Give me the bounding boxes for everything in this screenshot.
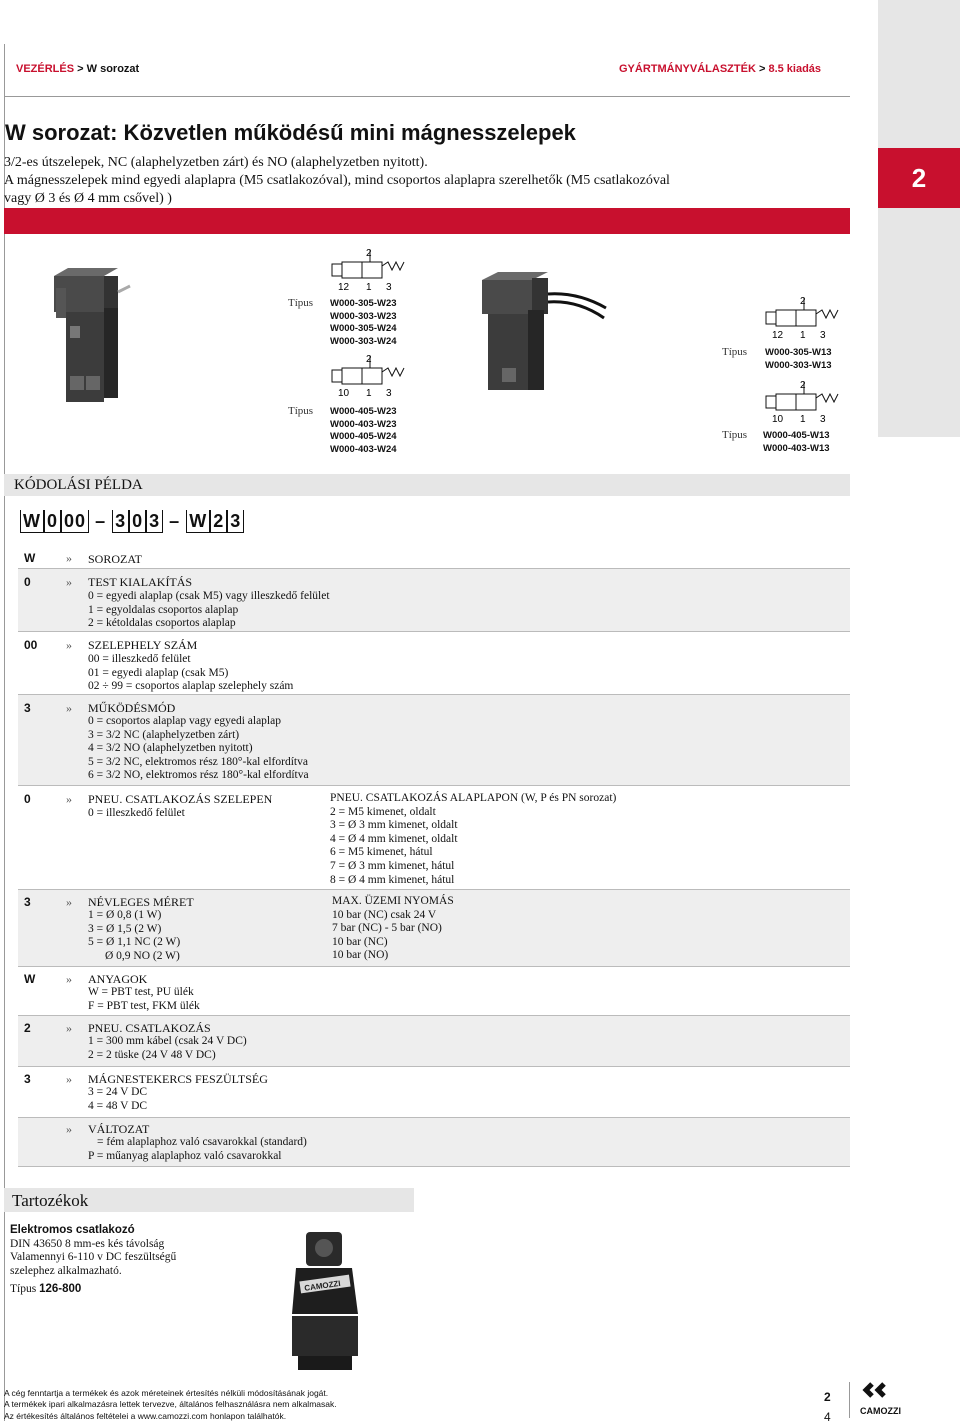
accessory-line: DIN 43650 8 mm-es kés távolság (10, 1237, 165, 1250)
option-line: 3 = 3/2 NC (alaphelyzetben zárt) (88, 728, 240, 741)
accent-bar (4, 208, 850, 234)
accessory-name: Elektromos csatlakozó (10, 1224, 135, 1236)
header-rule (4, 96, 850, 97)
edition-label: 8.5 kiadás (768, 63, 822, 75)
code-segment: 3 (146, 510, 163, 533)
option-line: 1 = 300 mm kábel (csak 24 V DC) (88, 1035, 247, 1047)
row-key: 3 (24, 1072, 31, 1086)
accessory-type-label: Típus (10, 1283, 37, 1295)
option-line: Ø 0,9 NO (2 W) (105, 949, 180, 962)
row-title: SOROZAT (88, 552, 143, 566)
footer-line: A cég fenntartja a termékek és azok méreteinek értesítés nélküli módosításának jogát. (4, 1388, 329, 1398)
row-options (88, 1136, 307, 1163)
arrow-icon: » (66, 551, 72, 565)
type-code: W000-405-W13 (763, 430, 830, 441)
option-line: 6 = 3/2 NO, elektromos rész 180°-kal elfordítva (88, 769, 309, 782)
row-key: 3 (24, 701, 31, 715)
port-label: 1 (800, 330, 806, 341)
row-title: NÉVLEGES MÉRET (88, 895, 194, 909)
port-label: 2 (366, 248, 372, 259)
row-options (88, 986, 200, 1013)
option-line: W = PBT test, PU ülék (88, 986, 194, 998)
type-label: Típus (722, 429, 748, 441)
code-segment: W (186, 510, 210, 533)
breadcrumb-separator-right: > (758, 63, 766, 75)
connector-description (10, 1224, 176, 1297)
type-label: Típus (288, 297, 314, 309)
row-title: MŰKÖDÉSMÓD (88, 701, 176, 715)
intro-line: vagy Ø 3 és Ø 4 mm csővel) ) (4, 191, 172, 206)
option-line: 2 = kétoldalas csoportos alaplap (88, 617, 236, 630)
option-line: 0 = egyedi alaplap (csak M5) vagy illeszkedő felület (88, 590, 330, 602)
row-options (88, 1035, 247, 1062)
port-label: 1 (366, 282, 372, 293)
option-line: 10 bar (NC) (332, 935, 388, 948)
type-list-3 (765, 347, 832, 372)
arrow-icon: » (66, 1122, 72, 1136)
option-line: 4 = Ø 4 mm kimenet, oldalt (330, 832, 458, 845)
accessory-line: szelephez alkalmazható. (10, 1264, 122, 1277)
port-label: 2 (366, 354, 372, 365)
option-line: 02 ÷ 99 = csoportos alaplap szelephely szám (88, 680, 294, 693)
symbol-nc-12-w13 (764, 294, 844, 342)
row-key: W (24, 551, 36, 565)
coding-heading: KÓDOLÁSI PÉLDA (14, 477, 143, 493)
option-line: 4 = 3/2 NO (alaphelyzetben nyitott) (88, 742, 253, 755)
type-label: Típus (722, 346, 748, 358)
option-line: 8 = Ø 4 mm kimenet, hátul (330, 873, 455, 886)
type-code: W000-403-W13 (763, 442, 830, 454)
option-line: PNEU. CSATLAKOZÁS ALAPLAPON (W, P és PN sorozat) (330, 792, 617, 804)
type-list-4 (763, 430, 830, 455)
footer-chapter: 2 (824, 1390, 831, 1404)
code-segment: 00 (61, 510, 89, 533)
arrow-icon: » (66, 972, 72, 986)
option-line: 0 = csoportos alaplap vagy egyedi alaplap (88, 715, 281, 727)
type-code: W000-305-W23 (330, 298, 397, 309)
coding-row-materials (18, 967, 850, 1016)
row-title: PNEU. CSATLAKOZÁS SZELEPEN (88, 792, 273, 806)
footer-line: Az értékesítés általános feltételei a www.camozzi.com honlapon találhatók. (4, 1410, 287, 1421)
row-title: TEST KIALAKÍTÁS (88, 575, 193, 589)
option-line: 3 = 24 V DC (88, 1086, 148, 1098)
row-key: 00 (24, 638, 38, 652)
row-options (88, 909, 180, 963)
row-options (88, 653, 293, 694)
option-line: 01 = egyedi alaplap (csak M5) (88, 666, 229, 679)
type-code: W000-403-W23 (330, 418, 397, 430)
port-label: 10 (338, 388, 350, 399)
footer-divider (849, 1382, 850, 1418)
code-segment: 3 (227, 510, 244, 533)
arrow-icon: » (66, 792, 72, 806)
option-line: 6 = M5 kimenet, hátul (330, 846, 433, 859)
port-label: 3 (386, 282, 392, 293)
page-title: W sorozat: Közvetlen működésű mini mágnesszelepek (5, 120, 576, 145)
type-code: W000-303-W13 (765, 359, 832, 371)
port-label: 3 (820, 330, 826, 341)
coding-row-connection (18, 1016, 850, 1067)
coding-row-series (18, 548, 850, 569)
coding-row-function (18, 695, 850, 786)
row-key: 2 (24, 1021, 31, 1035)
option-line: 5 = 3/2 NC, elektromos rész 180°-kal elfordítva (88, 755, 308, 768)
option-line: 10 bar (NO) (332, 949, 389, 962)
accessory-line: Valamennyi 6-110 v DC feszültségű (10, 1251, 177, 1263)
option-line: MAX. ÜZEMI NYOMÁS (332, 895, 454, 907)
type-code: W000-303-W23 (330, 310, 397, 322)
option-line: 3 = Ø 1,5 (2 W) (88, 922, 162, 935)
symbol-nc-12 (330, 246, 410, 294)
page-number: 4 (824, 1410, 831, 1424)
code-dash: – (95, 511, 107, 531)
port-label: 2 (800, 380, 806, 391)
option-line: 7 bar (NC) - 5 bar (NO) (332, 922, 442, 935)
type-code: W000-303-W24 (330, 335, 397, 347)
valve-w13-image (478, 268, 608, 398)
connector-image (272, 1228, 372, 1376)
row-key: 0 (24, 575, 31, 589)
breadcrumb-page[interactable]: W sorozat (86, 63, 140, 75)
type-label: Típus (288, 405, 314, 417)
option-line: 1 = egyoldalas csoportos alaplap (88, 603, 239, 616)
row-options (88, 715, 309, 783)
option-line: = fém alaplaphoz való csavarokkal (standard) (97, 1136, 307, 1148)
symbol-no-10 (330, 352, 410, 400)
option-line: 1 = Ø 0,8 (1 W) (88, 909, 162, 921)
coding-example (20, 510, 244, 533)
option-line: P = műanyag alaplaphoz való csavarokkal (88, 1149, 282, 1162)
coding-row-version (18, 1118, 850, 1167)
breadcrumb-separator: > (77, 63, 84, 75)
row-title: ANYAGOK (88, 972, 148, 986)
port-label: 12 (338, 282, 350, 293)
port-label: 3 (386, 388, 392, 399)
row-key: 3 (24, 895, 31, 909)
row-key: W (24, 972, 36, 986)
accessories-header (4, 1188, 414, 1212)
type-list-2 (330, 406, 397, 456)
row-title: PNEU. CSATLAKOZÁS (88, 1021, 211, 1035)
option-line: 3 = Ø 3 mm kimenet, oldalt (330, 819, 458, 832)
type-code: W000-403-W24 (330, 443, 397, 455)
arrow-icon: » (66, 1021, 72, 1035)
valve-w23-image (48, 268, 138, 408)
code-dash: – (169, 511, 181, 531)
option-line: 4 = 48 V DC (88, 1099, 148, 1112)
port-label: 2 (800, 296, 806, 307)
breadcrumb-right (619, 63, 821, 75)
symbol-no-10-w13 (764, 378, 844, 426)
option-line: 2 = M5 kimenet, oldalt (330, 805, 436, 818)
row-options (88, 1086, 147, 1113)
arrow-icon: » (66, 638, 72, 652)
port-label: 1 (800, 414, 806, 425)
coding-row-valve-connection (18, 786, 850, 890)
logo-text: CAMOZZI (860, 1406, 901, 1416)
option-line: 00 = illeszkedő felület (88, 653, 191, 665)
code-segment: W (20, 510, 44, 533)
option-line: 5 = Ø 1,1 NC (2 W) (88, 936, 181, 949)
option-line: 10 bar (NC) csak 24 V (332, 908, 437, 921)
chapter-side-tab (878, 0, 960, 437)
intro-line: A mágnesszelepek mind egyedi alaplapra (M5 csatlakozóval), mind csoportos alaplapra szerelhetők (M5 csatlakozóval (4, 173, 670, 188)
arrow-icon: » (66, 895, 72, 909)
row-options (88, 807, 185, 821)
code-segment: 0 (44, 510, 61, 533)
type-code: W000-305-W24 (330, 323, 397, 334)
intro-line: 3/2-es útszelepek, NC (alaphelyzetben zárt) és NO (alaphelyzetben nyitott). (4, 155, 428, 170)
coding-row-position (18, 632, 850, 695)
type-code: W000-405-W23 (330, 406, 397, 417)
code-segment: 2 (210, 510, 227, 533)
camozzi-logo (858, 1380, 918, 1418)
code-segment: 0 (129, 510, 146, 533)
coding-row-body (18, 569, 850, 632)
breadcrumb-left (16, 63, 139, 75)
port-label: 1 (366, 388, 372, 399)
catalogue-label: GYÁRTMÁNYVÁLASZTÉK (619, 63, 756, 75)
option-line: 7 = Ø 3 mm kimenet, hátul (330, 859, 455, 872)
max-pressure (332, 895, 454, 963)
arrow-icon: » (66, 1072, 72, 1086)
type-code: W000-305-W13 (765, 347, 832, 358)
port-label: 10 (772, 414, 784, 425)
type-list-1 (330, 298, 397, 348)
coding-row-coil-voltage (18, 1067, 850, 1118)
arrow-icon: » (66, 701, 72, 715)
code-segment: 3 (112, 510, 129, 533)
row-options (88, 590, 330, 631)
accessory-type-code: 126-800 (39, 1283, 82, 1295)
coding-row-size (18, 890, 850, 967)
row-title: VÁLTOZAT (88, 1122, 150, 1136)
row-key: 0 (24, 792, 31, 806)
connector-brand: CAMOZZI (303, 1278, 342, 1293)
port-label: 12 (772, 330, 784, 341)
option-line: F = PBT test, FKM ülék (88, 999, 200, 1012)
base-connection-options (330, 792, 616, 887)
option-line: 2 = 2 tüske (24 V 48 V DC) (88, 1048, 216, 1061)
footer-notes (4, 1388, 337, 1422)
chapter-number: 2 (878, 148, 960, 208)
row-title: SZELEPHELY SZÁM (88, 638, 198, 652)
arrow-icon: » (66, 575, 72, 589)
port-label: 3 (820, 414, 826, 425)
row-title: MÁGNESTEKERCS FESZÜLTSÉG (88, 1072, 268, 1086)
option-line: 0 = illeszkedő felület (88, 807, 185, 819)
intro-text (4, 154, 804, 208)
accessories-heading: Tartozékok (12, 1191, 89, 1210)
coding-section-header (4, 474, 850, 496)
footer-line: A termékek ipari alkalmazásra lettek tervezve, általános felhasználásra nem alkalmasak. (4, 1399, 337, 1410)
type-code: W000-405-W24 (330, 431, 397, 442)
breadcrumb-section[interactable]: VEZÉRLÉS (16, 63, 75, 75)
